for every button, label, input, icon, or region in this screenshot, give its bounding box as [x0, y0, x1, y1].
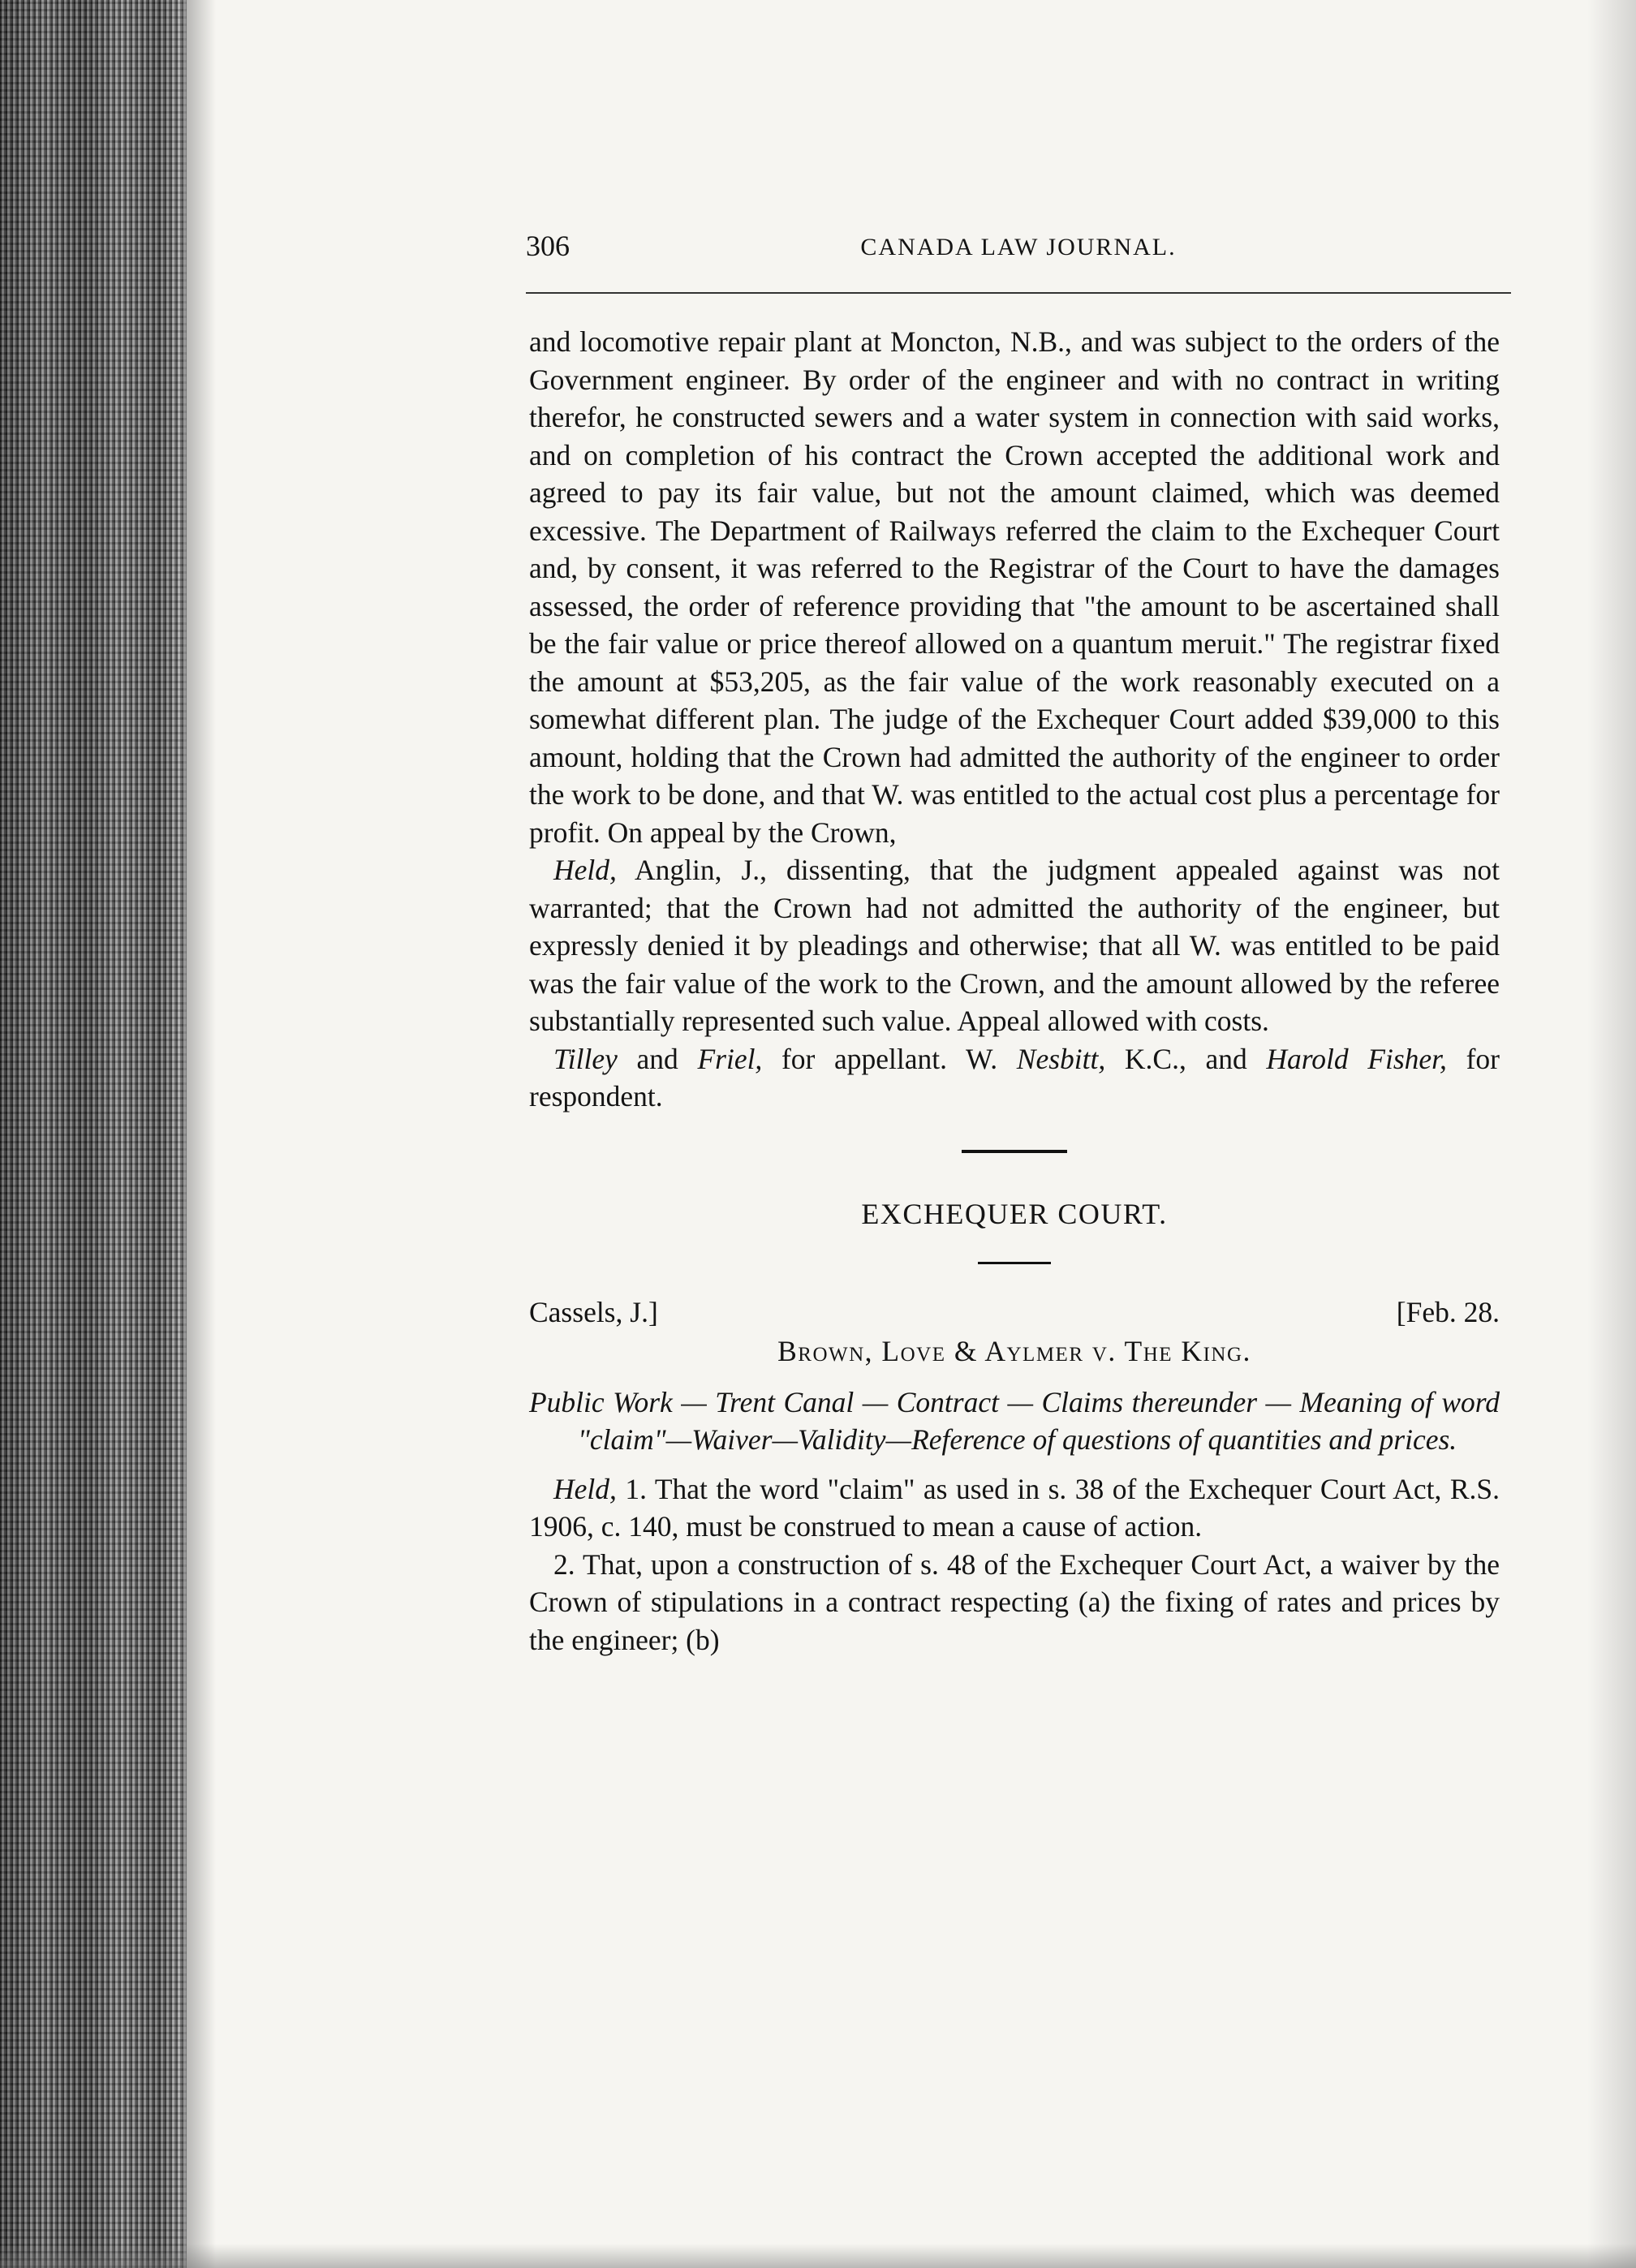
counsel-name-4: Harold Fisher,	[1266, 1042, 1447, 1075]
decision-date: [Feb. 28.	[1396, 1296, 1500, 1328]
case-line	[529, 1293, 1500, 1332]
held-label-2: Held,	[553, 1472, 617, 1505]
counsel-kc: K.C., and	[1105, 1042, 1267, 1075]
page-body	[529, 323, 1500, 1659]
gutter-shadow	[183, 0, 216, 2268]
held-point-2: 2. That, upon a construction of s. 48 of the Exchequer Court Act, a waiver by the Crown of stipulations in a contract respecting (a) the fixing of rates and prices by the engineer; (b)	[529, 1547, 1500, 1656]
counsel-paragraph	[529, 1040, 1500, 1116]
page-header	[526, 229, 1511, 278]
headnote: Public Work — Trent Canal — Contract — Claims thereunder — Meaning of word "claim"—Waiver—Validity—Reference of questions of quantities and prices.	[529, 1385, 1500, 1456]
counsel-name-2: Friel,	[697, 1042, 763, 1075]
section-divider	[962, 1150, 1067, 1153]
held-label: Held,	[553, 854, 617, 886]
counsel-name-3: Nesbitt,	[1016, 1042, 1106, 1075]
right-edge-shadow	[1587, 0, 1636, 2268]
header-rule	[526, 292, 1511, 294]
page-number: 306	[526, 230, 570, 262]
binding-gutter	[0, 0, 187, 2268]
heading-divider	[978, 1262, 1051, 1264]
section-heading: EXCHEQUER COURT.	[861, 1197, 1168, 1230]
running-title: CANADA LAW JOURNAL.	[860, 234, 1177, 260]
counsel-role-1: for appellant. W.	[762, 1042, 1017, 1075]
counsel-name-1: Tilley	[553, 1042, 618, 1075]
case-title: Brown, Love & Aylmer v. The King.	[777, 1335, 1251, 1367]
held-point-1-text: 1. That the word "claim" as used in s. 38 of the Exchequer Court Act, R.S. 1906, c. 140, must be construed to mean a cause of action.	[529, 1472, 1500, 1543]
judge-name: Cassels, J.]	[529, 1296, 658, 1328]
continuation-paragraph: and locomotive repair plant at Moncton, N.B., and was subject to the orders of the Government engineer. By order of the engineer and with no contract in writing therefor, he constructed sewers and a water system in connection with said works, and on completion of his contract the Crown accepted the additional work and agreed to pay its fair value, but not the amount claimed, which was deemed excessive. The Department of Railways referred the claim to the Exchequer Court and, by consent, it was referred to the Registrar of the Court to have the damages assessed, the order of reference providing that "the amount to be ascertained shall be the fair value or price thereof allowed on a quantum meruit." The registrar fixed the amount at $53,205, as the fair value of the work reasonably executed on a somewhat different plan. The judge of the Exchequer Court added $39,000 to this amount, holding that the Crown had admitted the authority of the engineer to order the work to be done, and that W. was entitled to the actual cost plus a percentage for profit. On appeal by the Crown,	[529, 325, 1500, 849]
counsel-and-1: and	[617, 1042, 698, 1075]
held-point-1	[529, 1470, 1500, 1546]
held-paragraph	[529, 851, 1500, 1040]
counsel-role-2: for respondent.	[529, 1042, 1500, 1112]
held-text: Anglin, J., dissenting, that the judgment appealed against was not warranted; that the Crown had not admitted the authority of the engineer, but expressly denied it by pleadings and otherwise; that all W. was entitled to be paid was the fair value of the work to the Crown, and the amount allowed by the referee substantially represented such value. Appeal allowed with costs.	[529, 854, 1500, 1037]
bottom-edge-shadow	[0, 2244, 1636, 2268]
